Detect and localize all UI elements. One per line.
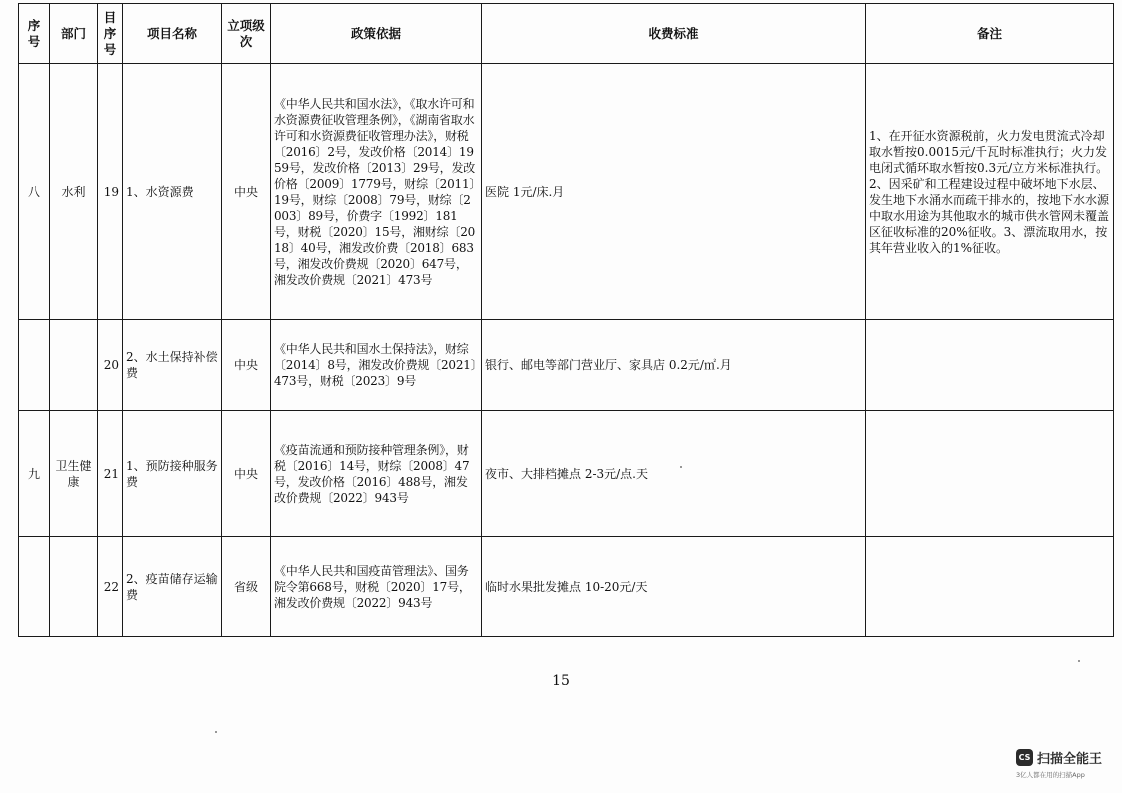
item-seq-cell: 22 [98, 537, 123, 637]
dept-cell: 水利 [50, 64, 98, 320]
seq-cell: 九 [19, 411, 50, 537]
dept-cell: 卫生健康 [50, 411, 98, 537]
standard-cell: 夜市、大排档摊点 2-3元/点.天 [482, 411, 866, 537]
fee-table [18, 3, 1114, 637]
seq-cell [19, 537, 50, 637]
header-standard: 收费标准 [482, 4, 866, 64]
page-number: 15 [552, 673, 570, 689]
header-remark: 备注 [866, 4, 1114, 64]
item-name-cell: 1、预防接种服务费 [123, 411, 222, 537]
scanner-watermark [1016, 748, 1102, 767]
level-cell: 中央 [222, 64, 271, 320]
header-dept: 部门 [50, 4, 98, 64]
item-seq-cell: 20 [98, 320, 123, 411]
dept-cell [50, 320, 98, 411]
standard-cell: 临时水果批发摊点 10-20元/天 [482, 537, 866, 637]
scanner-brand: 扫描全能王 [1037, 752, 1103, 767]
policy-cell: 《中华人民共和国水法》，《取水许可和水资源费征收管理条例》，《湖南省取水许可和水资源费征收管理办法》，财税〔2016〕2号，发改价格〔2014〕1959号，发改价格〔2013〕29号，发改价格〔2009〕1779号，财综〔2011〕19号，财综〔2008〕79号，财综〔2003〕89号，价费字〔1992〕181号，财税〔2020〕15号，湘财综〔2018〕40号，湘发改价费〔2018〕683号，湘发改价费规〔2020〕647号，湘发改价费规〔2021〕473号 [271, 64, 482, 320]
level-cell: 中央 [222, 411, 271, 537]
policy-cell: 《中华人民共和国疫苗管理法》、国务院令第668号，财税〔2020〕17号，湘发改价费规〔2022〕943号 [271, 537, 482, 637]
dept-cell [50, 537, 98, 637]
item-name-cell: 2、水土保持补偿费 [123, 320, 222, 411]
remark-cell: 1、在开征水资源税前，火力发电贯流式冷却取水暂按0.0015元/千瓦时标准执行；火力发电闭式循环取水暂按0.3元/立方米标准执行。2、因采矿和工程建设过程中破坏地下水层、发生地下水涌水而疏干排水的，按地下水水源中取水用途为其他取水的城市供水管网未覆盖区征收标准的20%征收。3、漂流取用水，按其年营业收入的1%征收。 [866, 64, 1114, 320]
policy-cell: 《疫苗流通和预防接种管理条例》，财税〔2016〕14号，财综〔2008〕47号，发改价格〔2016〕488号，湘发改价费规〔2022〕943号 [271, 411, 482, 537]
standard-cell: 银行、邮电等部门营业厅、家具店 0.2元/㎡.月 [482, 320, 866, 411]
table-row [19, 411, 1114, 537]
header-policy: 政策依据 [271, 4, 482, 64]
remark-cell [866, 411, 1114, 537]
item-seq-cell: 21 [98, 411, 123, 537]
level-cell: 中央 [222, 320, 271, 411]
item-name-cell: 1、水资源费 [123, 64, 222, 320]
scan-speck [680, 466, 682, 468]
table-row [19, 320, 1114, 411]
header-seq: 序号 [19, 4, 50, 64]
seq-cell: 八 [19, 64, 50, 320]
header-level: 立项级次 [222, 4, 271, 64]
remark-cell [866, 320, 1114, 411]
seq-cell [19, 320, 50, 411]
item-name-cell: 2、疫苗储存运输费 [123, 537, 222, 637]
policy-cell: 《中华人民共和国水土保持法》，财综〔2014〕8号，湘发改价费规〔2021〕473号，财税〔2023〕9号 [271, 320, 482, 411]
item-seq-cell: 19 [98, 64, 123, 320]
table-row [19, 537, 1114, 637]
table-row [19, 64, 1114, 320]
level-cell: 省级 [222, 537, 271, 637]
standard-cell: 医院 1元/床.月 [482, 64, 866, 320]
header-item-seq: 目序号 [98, 4, 123, 64]
remark-cell [866, 537, 1114, 637]
scan-speck [215, 731, 217, 733]
scanner-tagline: 3亿人都在用的扫描App [1016, 771, 1085, 779]
header-row [19, 4, 1114, 64]
header-name: 项目名称 [123, 4, 222, 64]
scan-speck [1078, 660, 1080, 662]
scanner-logo-icon: CS [1016, 749, 1033, 766]
